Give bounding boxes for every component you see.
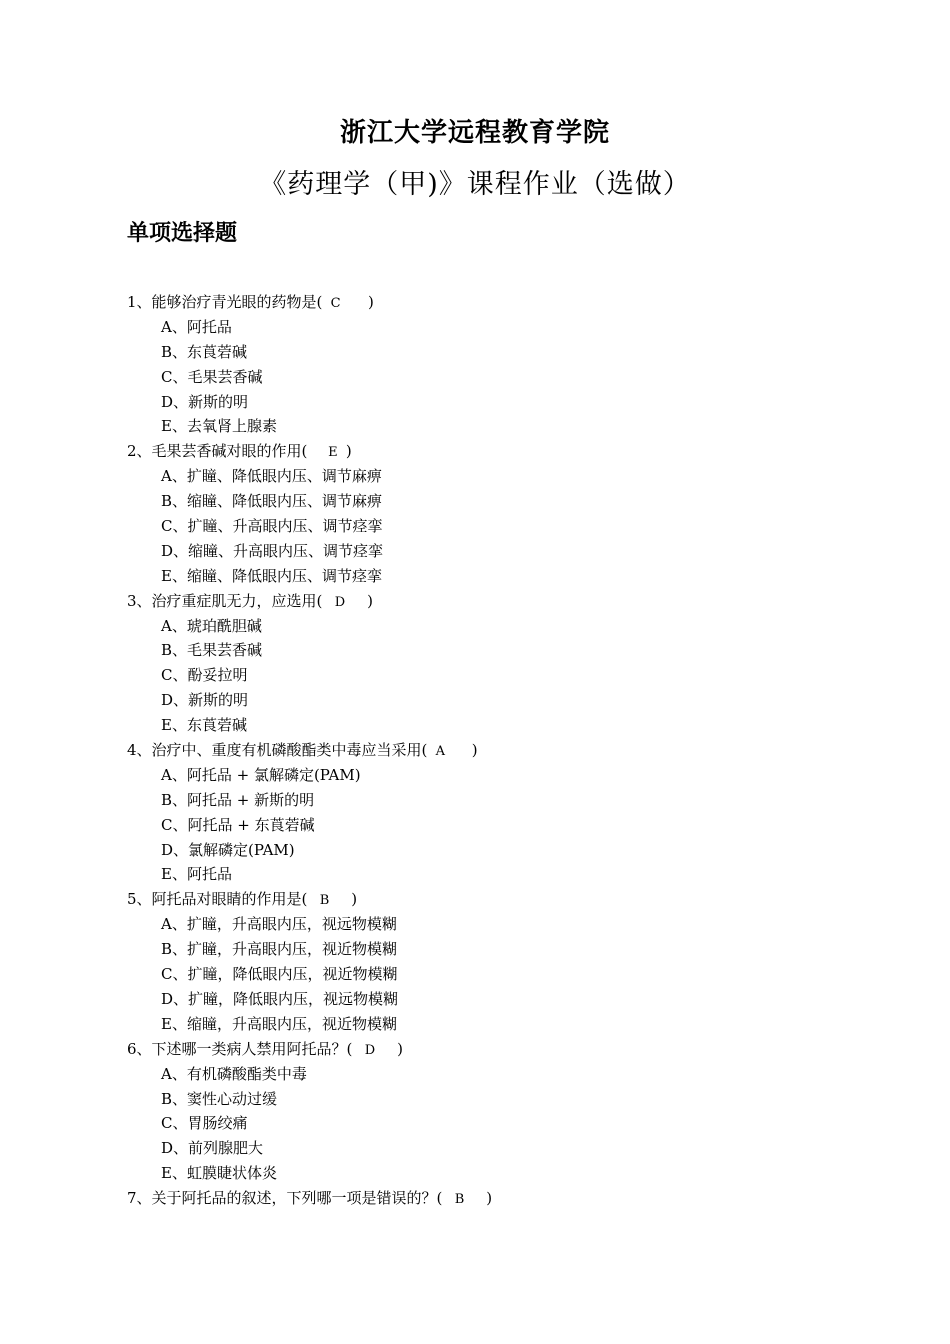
question-close-paren: ) xyxy=(457,741,478,760)
answer-option: C、扩瞳，降低眼内压，视近物模糊 xyxy=(161,965,398,984)
answer-option: C、毛果芸香碱 xyxy=(161,367,263,386)
answer-option: B、窦性心动过缓 xyxy=(161,1089,278,1108)
question-stem xyxy=(127,887,827,912)
question-close-paren: ) xyxy=(357,591,374,610)
answer-option: E、虹膜睫状体炎 xyxy=(161,1164,277,1183)
question-text: 2、毛果芸香碱对眼的作用( xyxy=(127,442,308,461)
question-close-paren: ) xyxy=(345,442,352,461)
answer-option: E、东莨菪碱 xyxy=(161,716,247,735)
question-stem xyxy=(127,738,827,763)
answer-option: A、扩瞳，升高眼内压，视远物模糊 xyxy=(161,915,397,934)
answer-option: C、酚妥拉明 xyxy=(161,666,248,685)
question-text: 4、治疗中、重度有机磷酸酯类中毒应当采用( xyxy=(127,741,428,760)
answer-option: D、前列腺肥大 xyxy=(161,1139,264,1158)
question-text: 1、能够治疗青光眼的药物是( xyxy=(127,293,323,311)
answer-option: A、阿托品 + 氯解磷定(PAM) xyxy=(161,765,361,784)
question-text: 3、治疗重症肌无力，应选用( xyxy=(127,591,323,610)
answer-option: D、新斯的明 xyxy=(161,691,249,710)
answer-option: E、缩瞳、降低眼内压、调节痉挛 xyxy=(161,566,382,585)
answer-option: E、阿托品 xyxy=(161,865,232,884)
answer-option: C、扩瞳、升高眼内压、调节痉挛 xyxy=(161,517,383,536)
answer-option: B、缩瞳、降低眼内压、调节麻痹 xyxy=(161,492,383,511)
answer-option: B、阿托品 + 新斯的明 xyxy=(161,790,315,809)
question-list xyxy=(127,290,827,1211)
document-subtitle: 《药理学（甲)》课程作业（选做） xyxy=(259,169,691,200)
question-answer: C xyxy=(322,296,349,311)
question-answer: D xyxy=(352,1042,388,1058)
answer-option: A、有机磷酸酯类中毒 xyxy=(161,1064,307,1083)
answer-option: D、缩瞳、升高眼内压、调节痉挛 xyxy=(161,541,384,560)
answer-option: A、扩瞳、降低眼内压、调节麻痹 xyxy=(161,467,382,486)
section-heading: 单项选择题 xyxy=(127,221,238,246)
answer-option: C、阿托品 + 东莨菪碱 xyxy=(161,815,315,834)
answer-option: D、扩瞳，降低眼内压，视远物模糊 xyxy=(161,989,399,1008)
question-close-paren: ) xyxy=(387,1039,404,1058)
question-stem xyxy=(127,290,827,315)
answer-option: D、新斯的明 xyxy=(161,392,249,411)
question-stem xyxy=(127,1186,827,1211)
question-stem xyxy=(127,589,827,614)
answer-option: A、琥珀酰胆碱 xyxy=(161,616,262,635)
question-close-paren: ) xyxy=(476,1189,493,1208)
answer-option: E、去氧肾上腺素 xyxy=(161,417,277,436)
answer-option: E、缩瞳，升高眼内压，视近物模糊 xyxy=(161,1014,397,1033)
answer-option: B、东莨菪碱 xyxy=(161,342,248,361)
answer-option: C、胃肠绞痛 xyxy=(161,1114,248,1133)
answer-option: A、阿托品 xyxy=(161,317,232,336)
question-stem xyxy=(127,439,827,464)
answer-option: D、氯解磷定(PAM) xyxy=(161,840,295,859)
question-answer: B xyxy=(442,1192,477,1208)
document-title: 浙江大学远程教育学院 xyxy=(339,118,610,148)
question-text: 5、阿托品对眼睛的作用是( xyxy=(127,890,308,909)
question-answer: A xyxy=(427,744,458,760)
question-answer: D xyxy=(322,594,358,610)
question-text: 6、下述哪一类病人禁用阿托品？( xyxy=(127,1039,353,1058)
answer-option: B、毛果芸香碱 xyxy=(161,641,263,660)
question-answer: E xyxy=(307,445,346,461)
question-answer: B xyxy=(307,893,342,909)
question-close-paren: ) xyxy=(341,890,358,909)
question-close-paren: ) xyxy=(348,293,374,311)
answer-option: B、扩瞳，升高眼内压，视近物模糊 xyxy=(161,940,398,959)
question-stem xyxy=(127,1037,827,1062)
question-text: 7、关于阿托品的叙述，下列哪一项是错误的？( xyxy=(127,1189,443,1208)
